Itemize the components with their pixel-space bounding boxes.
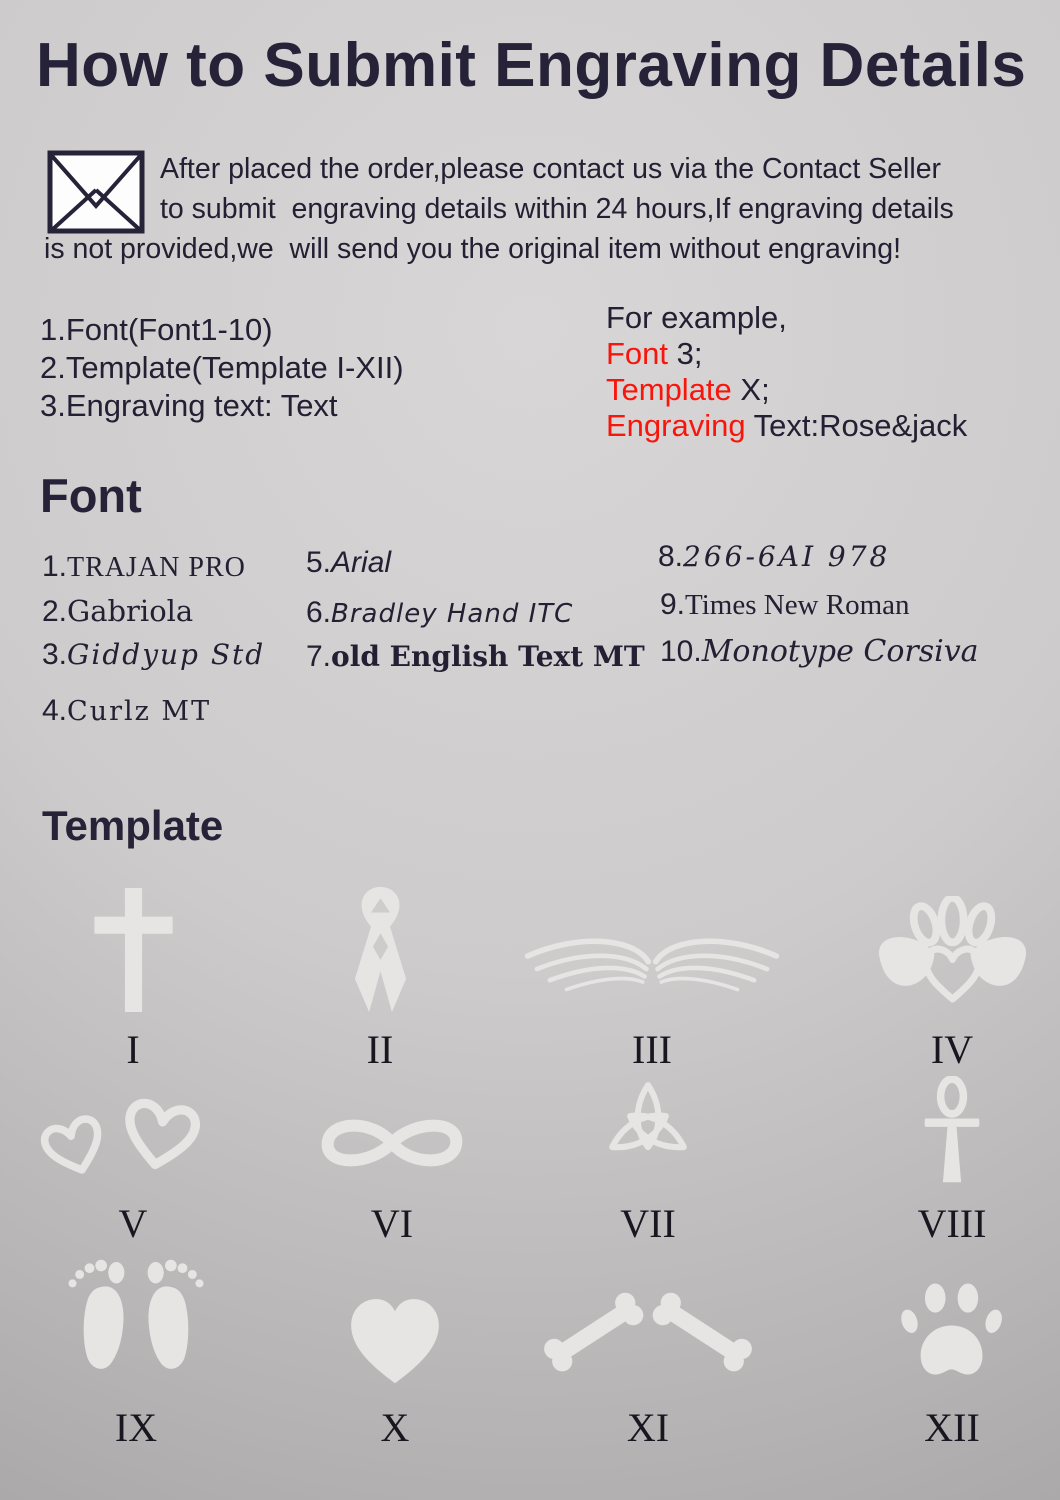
font-item-number: 1.	[42, 550, 68, 583]
font-item-number: 8.	[658, 540, 684, 573]
template-cell	[270, 880, 490, 1073]
icon-box	[333, 880, 428, 1012]
font-section-heading: Font	[40, 469, 142, 522]
icon-box	[894, 1252, 1010, 1390]
font-item-sample: Bradley Hand ITC	[331, 599, 574, 629]
icon-box	[871, 880, 1034, 1012]
template-numeral: XI	[626, 1405, 670, 1450]
font-item-sample: Gabriola	[67, 594, 194, 628]
font-item-number: 7.	[306, 640, 332, 673]
font-item	[42, 694, 211, 728]
font-item	[306, 596, 573, 630]
angel-wings-icon	[522, 928, 782, 1012]
font-item	[42, 638, 265, 672]
template-cell	[542, 880, 762, 1073]
baby-footprints-icon	[60, 1251, 212, 1390]
example-highlight: Engraving	[606, 408, 746, 443]
font-item-number: 5.	[306, 546, 332, 579]
font-item	[306, 546, 391, 580]
template-numeral: V	[118, 1201, 148, 1246]
font-item-number: 4.	[42, 694, 68, 727]
notice-line: is not provided,we will send you the original item without engraving!	[44, 233, 902, 265]
notice-line: After placed the order,please contact us via the Contact Seller	[160, 153, 942, 185]
ankh-icon	[914, 1076, 990, 1186]
step-item: 1.Font(Font1-10)	[40, 312, 273, 347]
icon-box	[339, 1252, 451, 1390]
font-item-sample: Arial	[331, 546, 392, 579]
font-item-sample: Times New Roman	[685, 589, 910, 621]
font-item-sample: 266-6AI 978	[683, 540, 891, 573]
template-section-heading: Template	[42, 802, 224, 849]
font-item-number: 3.	[42, 638, 68, 671]
template-cell	[23, 880, 243, 1073]
example-line	[606, 408, 967, 444]
font-item	[42, 550, 246, 584]
template-numeral: IV	[930, 1027, 974, 1072]
font-item-number: 6.	[306, 596, 332, 629]
template-numeral: X	[380, 1405, 410, 1450]
template-cell	[26, 1252, 246, 1451]
example-line	[606, 372, 770, 408]
template-numeral: XII	[924, 1405, 980, 1450]
font-item-number: 2.	[42, 595, 68, 628]
envelope-icon	[46, 148, 146, 236]
step-item: 3.Engraving text: Text	[40, 388, 338, 423]
font-item-sample: TRAJAN PRO	[67, 552, 246, 583]
template-numeral: II	[366, 1027, 394, 1072]
crossed-bones-icon	[533, 1275, 763, 1390]
icon-box	[522, 880, 782, 1012]
icon-box	[60, 1252, 212, 1390]
example-line	[606, 336, 703, 372]
example-rest: X;	[731, 372, 770, 407]
paw-print-icon	[894, 1274, 1010, 1390]
template-cell	[842, 880, 1060, 1073]
font-item	[660, 588, 910, 622]
template-cell	[538, 1080, 758, 1247]
font-item-sample: Curlz MT	[67, 696, 212, 727]
font-item-number: 9.	[660, 588, 686, 621]
template-numeral: I	[126, 1027, 140, 1072]
notice-line: to submit engraving details within 24 hours,If engraving details	[160, 193, 954, 225]
font-item-sample: Giddyup Std	[67, 638, 266, 671]
claddagh-icon	[871, 896, 1034, 1012]
template-cell	[842, 1080, 1060, 1247]
icon-box	[302, 1080, 482, 1186]
template-cell	[282, 1080, 502, 1247]
awareness-ribbon-icon	[333, 884, 428, 1012]
page-title: How to Submit Engraving Details	[36, 31, 1027, 100]
template-cell	[538, 1252, 758, 1451]
example-highlight: Template	[606, 372, 732, 407]
template-numeral: III	[632, 1027, 672, 1072]
font-item	[42, 594, 193, 629]
template-numeral: IX	[114, 1405, 158, 1450]
double-hearts-icon	[21, 1083, 246, 1186]
font-item	[306, 640, 645, 674]
template-numeral: VI	[370, 1201, 414, 1246]
icon-box	[81, 880, 186, 1012]
step-item: 2.Template(Template I-XII)	[40, 350, 404, 385]
template-cell	[285, 1252, 505, 1451]
template-numeral: VII	[620, 1201, 676, 1246]
icon-box	[592, 1080, 704, 1186]
heart-icon	[339, 1287, 451, 1390]
font-item	[660, 634, 979, 669]
infinity-icon	[302, 1100, 482, 1186]
cross-icon	[81, 888, 186, 1012]
triquetra-icon	[592, 1078, 704, 1186]
font-item-sample: Monotype Corsiva	[701, 634, 979, 669]
font-item-sample: old English Text MT	[331, 640, 645, 673]
font-item	[658, 540, 890, 574]
template-numeral: VIII	[917, 1201, 987, 1246]
icon-box	[21, 1080, 246, 1186]
example-rest: 3;	[668, 336, 703, 371]
icon-box	[533, 1252, 763, 1390]
example-rest: Text:Rose&jack	[745, 408, 968, 443]
example-intro: For example,	[606, 300, 787, 335]
template-cell	[23, 1080, 243, 1247]
template-cell	[842, 1252, 1060, 1451]
icon-box	[914, 1080, 990, 1186]
example-highlight: Font	[606, 336, 669, 371]
font-item-number: 10.	[660, 635, 702, 668]
